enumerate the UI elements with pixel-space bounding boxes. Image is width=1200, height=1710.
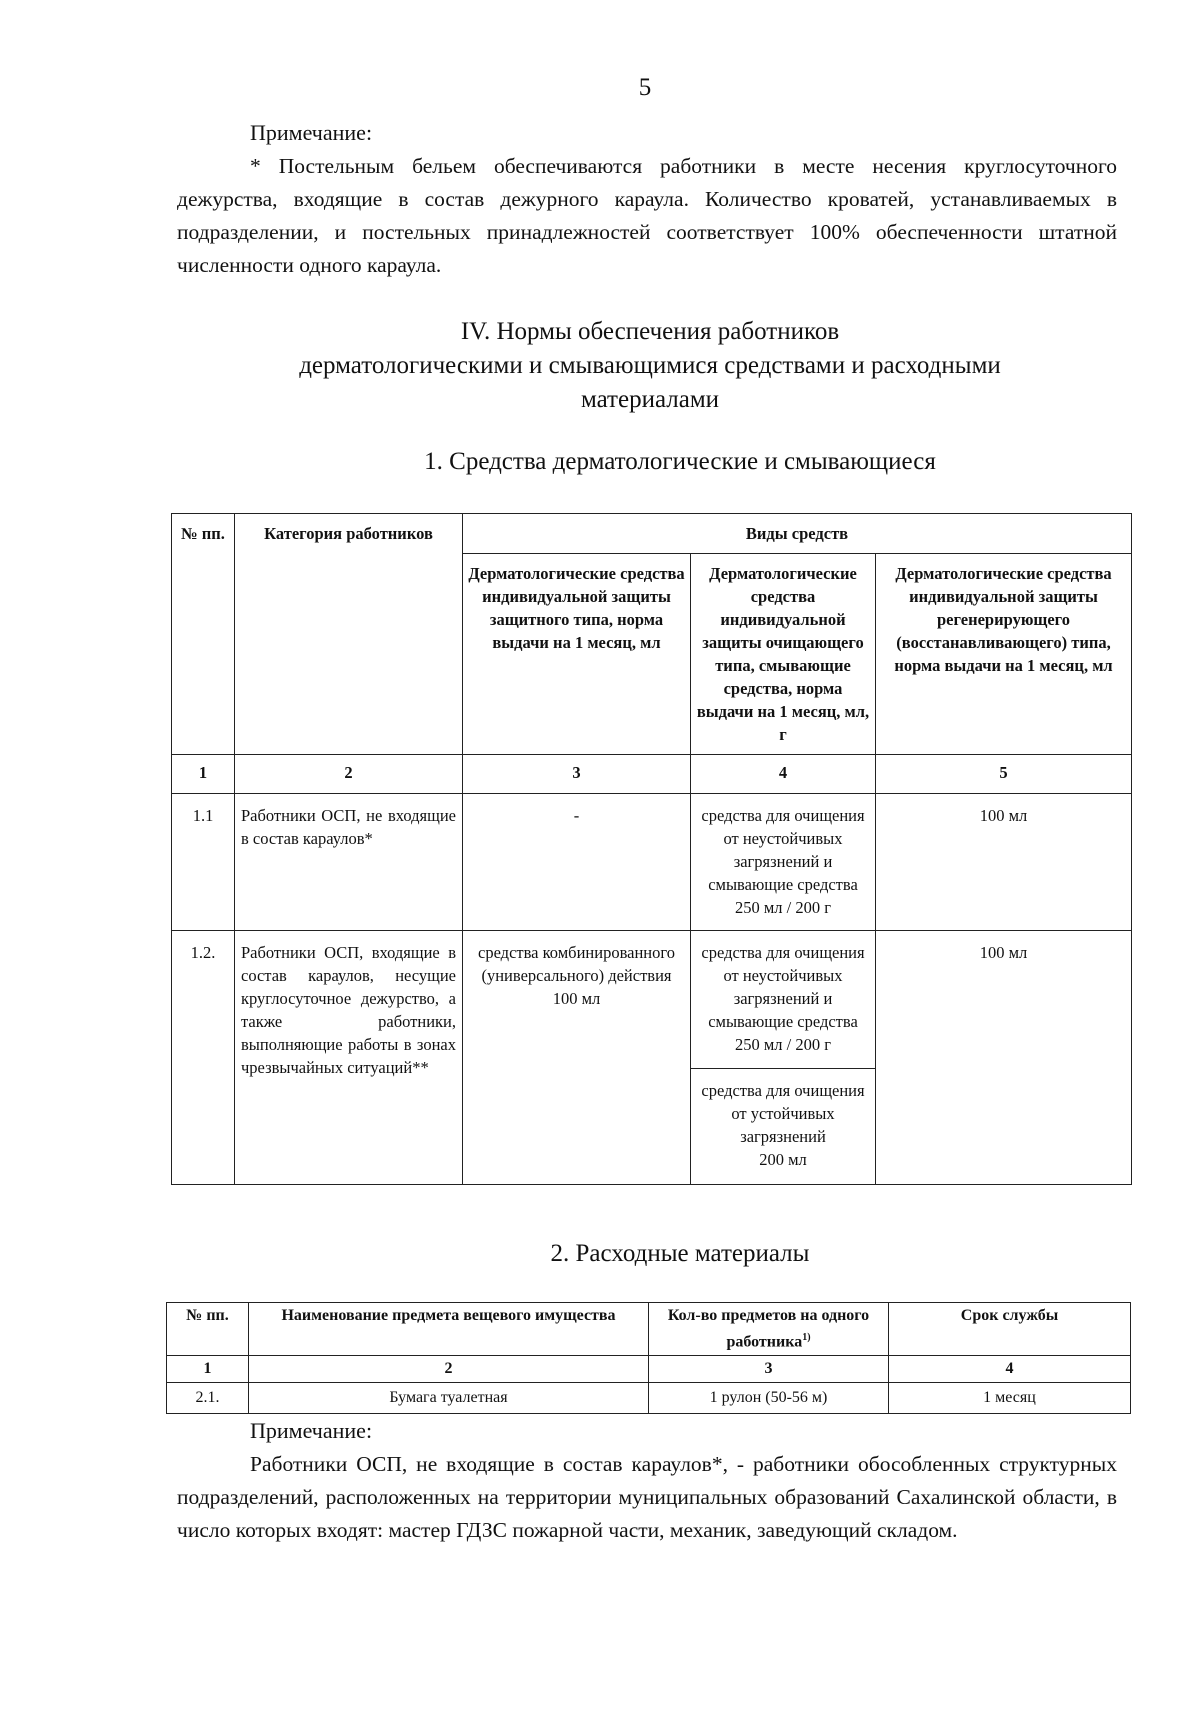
section-title-line-3: материалами: [580, 386, 720, 413]
note-label: Примечание:: [250, 120, 373, 145]
row-protective: [463, 931, 691, 1185]
column-number-row: [172, 755, 1132, 794]
header-num: № пп.: [172, 514, 235, 755]
header-name: Наименование предмета вещевого имущества: [249, 1303, 649, 1356]
header-term: Срок службы: [889, 1303, 1131, 1356]
column-number-row: [167, 1356, 1131, 1383]
table-row: [172, 794, 1132, 931]
page-number: 5: [638, 74, 652, 101]
dermatological-table: [171, 513, 1132, 1185]
column-number: 5: [876, 755, 1132, 794]
note-label: Примечание:: [250, 1418, 373, 1443]
header-quantity-text: Кол-во предметов на одного работника: [667, 1307, 870, 1351]
header-types: Виды средств: [463, 514, 1132, 554]
column-number: 4: [691, 755, 876, 794]
column-number: 1: [172, 755, 235, 794]
table-row: [172, 931, 1132, 1069]
row-term: 1 месяц: [889, 1383, 1131, 1414]
header-num: № пп.: [167, 1303, 249, 1356]
row-quantity: 1 рулон (50-56 м): [649, 1383, 889, 1414]
note-text: * Постельным бельем обеспечиваются работники в месте несения круглосуточного дежурства, входящие в состав дежурного караула. Количество кроватей, устанавливаемых в подразделении, и постельных принадлежностей соответствует 100% обеспеченности штатной численности одного караула.: [177, 154, 1117, 277]
column-number: 2: [249, 1356, 649, 1383]
row-number: 1.2.: [172, 931, 235, 1185]
row-regenerating: 100 мл: [876, 794, 1132, 931]
row-cleansing: средства для очищения от неустойчивых загрязнений и смывающие средства 250 мл / 200 г: [691, 794, 876, 931]
row-category: Работники ОСП, входящие в состав караулов, несущие круглосуточное дежурство, а также работники, выполняющие работы в зонах чрезвычайных ситуаций**: [235, 931, 463, 1185]
row-protective: -: [463, 794, 691, 931]
column-number: 3: [649, 1356, 889, 1383]
column-number: 4: [889, 1356, 1131, 1383]
header-quantity: [649, 1303, 889, 1356]
row-protective-amount: 100 мл: [552, 989, 601, 1008]
row-regenerating: 100 мл: [876, 931, 1132, 1185]
footnote-mark: 1): [802, 1332, 811, 1343]
row-name: Бумага туалетная: [249, 1383, 649, 1414]
row-cleansing-persistent-amount: 200 мл: [759, 1150, 807, 1169]
row-protective-text: средства комбинированного (универсального) действия: [478, 943, 675, 985]
header-cleansing: Дерматологические средства индивидуальной защиты очищающего типа, смывающие средства, норма выдачи на 1 месяц, мл, г: [691, 554, 876, 755]
consumables-table: [166, 1302, 1131, 1414]
subsection-title-1: 1. Средства дерматологические и смывающиеся: [424, 448, 936, 475]
row-category: Работники ОСП, не входящие в состав караулов*: [235, 794, 463, 931]
section-title-line-1: IV. Нормы обеспечения работников: [460, 318, 840, 345]
column-number: 2: [235, 755, 463, 794]
column-number: 1: [167, 1356, 249, 1383]
row-number: 1.1: [172, 794, 235, 931]
header-regenerating: Дерматологические средства индивидуальной защиты регенерирующего (восстанавливающего) типа, норма выдачи на 1 месяц, мл: [876, 554, 1132, 755]
column-number: 3: [463, 755, 691, 794]
section-title-line-2: дерматологическими и смывающимися средствами и расходными: [299, 352, 1001, 379]
section-title: [180, 315, 1120, 417]
row-cleansing-persistent-text: средства для очищения от устойчивых загрязнений: [701, 1081, 865, 1146]
row-number: 2.1.: [167, 1383, 249, 1414]
subsection-title-2: 2. Расходные материалы: [550, 1240, 810, 1267]
row-cleansing-persistent: [691, 1069, 876, 1185]
header-category: Категория работников: [235, 514, 463, 755]
row-cleansing: средства для очищения от неустойчивых загрязнений и смывающие средства 250 мл / 200 г: [691, 931, 876, 1069]
table-row: [167, 1383, 1131, 1414]
note-text: Работники ОСП, не входящие в состав караулов*, - работники обособленных структурных подразделений, расположенных на территории муниципальных образований Сахалинской области, в число которых входят: мастер ГДЗС пожарной части, механик, заведующий складом.: [177, 1452, 1117, 1542]
header-protective: Дерматологические средства индивидуальной защиты защитного типа, норма выдачи на 1 месяц, мл: [463, 554, 691, 755]
